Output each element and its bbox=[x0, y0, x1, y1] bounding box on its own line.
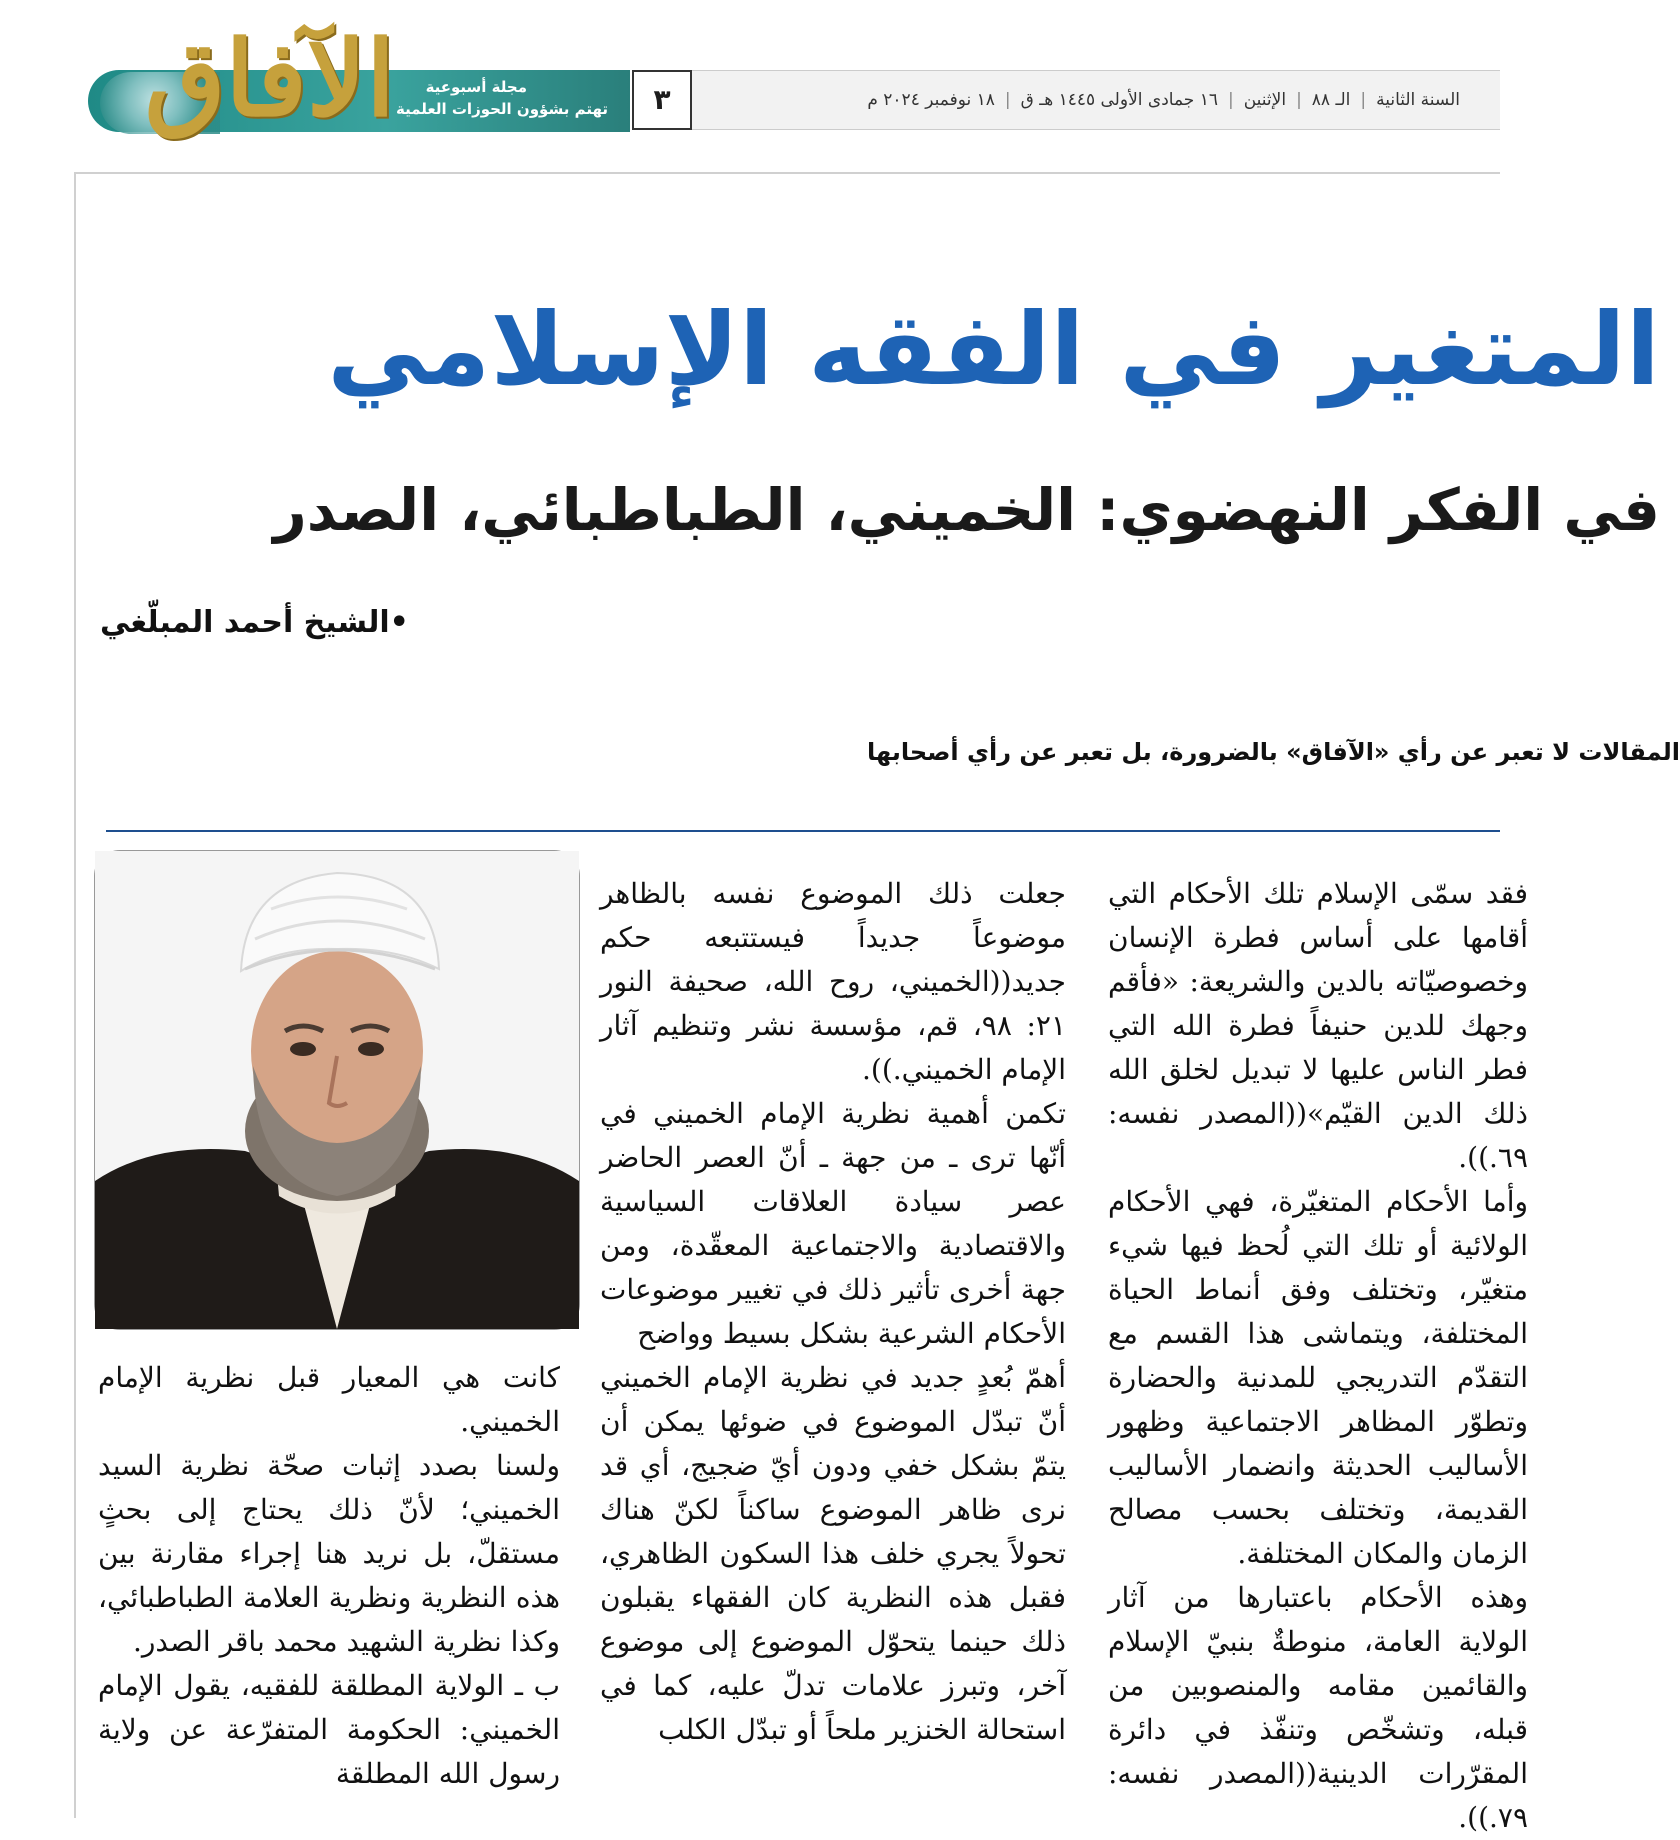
masthead bbox=[0, 0, 1500, 170]
article-paragraph: وهذه الأحكام باعتبارها من آثار الولاية العامة، منوطةٌ بنبيّ الإسلام والقائمين مقامه والمنصوبين من قبله، وتشخّص وتنفّذ في دائرة المقرّرات الدينية((المصدر نفسه: ٧٩.)). bbox=[1108, 1581, 1528, 1834]
article-paragraph: وأما الأحكام المتغيّرة، فهي الأحكام الولائية أو تلك التي لُحظ فيها شيء متغيّر، وتختلف وفق أنماط الحياة المختلفة، ويتماشى هذا القسم مع التقدّم التدريجي للمدنية والحضارة وتطوّر المظاهر الاجتماعية وظهور الأساليب الحديثة وانضمار الأساليب القديمة، وتختلف بحسب مصالح الزمان والمكان المختلفة. bbox=[1108, 1185, 1528, 1570]
article-frame-top bbox=[74, 172, 1500, 174]
separator: | bbox=[1004, 90, 1011, 110]
article-paragraph: جعلت ذلك الموضوع نفسه بالظاهر موضوعاً جديداً فيستتبعه حكم جديد((الخميني، روح الله، صحيفة النور ٢١: ٩٨، قم، مؤسسة نشر وتنظيم آثار الإمام الخميني.)). bbox=[600, 877, 1066, 1086]
page-number: ٣ bbox=[632, 70, 692, 130]
issue-info-bar bbox=[692, 70, 1500, 130]
publication-logo: الآفاق bbox=[144, 17, 395, 140]
author-photo bbox=[94, 850, 580, 1330]
section-divider bbox=[106, 830, 1500, 832]
separator: | bbox=[1360, 90, 1367, 110]
separator: | bbox=[1227, 90, 1234, 110]
article-paragraph: ولسنا بصدد إثبات صحّة نظرية السيد الخميني؛ لأنّ ذلك يحتاج إلى بحثٍ مستقلّ، بل نريد هنا إجراء مقارنة بين هذه النظرية ونظرية العلامة الطباطبائي، وكذا نظرية الشهيد محمد باقر الصدر. bbox=[98, 1449, 560, 1658]
issue-gregorian-date: ١٨ نوفمبر ٢٠٢٤ م bbox=[867, 90, 995, 110]
logo-subtagline: تهتم بشؤون الحوزات العلمية bbox=[396, 100, 608, 118]
article-column-left bbox=[98, 1356, 560, 1818]
editorial-disclaimer: المقالات لا تعبر عن رأي «الآفاق» بالضرورة، بل تعبر عن رأي أصحابها bbox=[867, 738, 1680, 766]
article-paragraph: كانت هي المعيار قبل نظرية الإمام الخميني. bbox=[98, 1361, 560, 1438]
article-paragraph: تكمن أهمية نظرية الإمام الخميني في أنّها ترى ـ من جهة ـ أنّ العصر الحاضر عصر سيادة العلاقات السياسية والاقتصادية والاجتماعية المعقّدة، ومن جهة أخرى تأثير ذلك في تغيير موضوعات الأحكام الشرعية بشكل بسيط وواضح bbox=[600, 1097, 1066, 1350]
article-paragraph: أهمّ بُعدٍ جديد في نظرية الإمام الخميني أنّ تبدّل الموضوع في ضوئها يمكن أن يتمّ بشكل خفي ودون أيّ ضجيج، أي قد نرى ظاهر الموضوع ساكناً لكنّ هناك تحولاً يجري خلف هذا السكون الظاهري، فقبل هذه النظرية كان الفقهاء يقبلون ذلك حينما يتحوّل الموضوع إلى موضوع آخر، وتبرز علامات تدلّ عليه، كما في استحالة الخنزير ملحاً أو تبدّل الكلب bbox=[600, 1361, 1066, 1746]
article-paragraph: ب ـ الولاية المطلقة للفقيه، يقول الإمام الخميني: الحكومة المتفرّعة عن ولاية رسول الله المطلقة bbox=[98, 1669, 560, 1790]
article-column-right bbox=[1108, 872, 1528, 1834]
article-paragraph: فقد سمّى الإسلام تلك الأحكام التي أقامها على أساس فطرة الإنسان وخصوصيّاته بالدين والشريعة: «فأقم وجهك للدين حنيفاً فطرة الله التي فطر الناس عليها لا تبديل لخلق الله ذلك الدين القيّم»((المصدر نفسه: ٦٩.)). bbox=[1108, 877, 1528, 1174]
article-column-middle bbox=[600, 872, 1066, 1818]
article-subheadline: في الفكر النهضوي: الخميني، الطباطبائي، الصدر bbox=[273, 476, 1660, 544]
portrait-illustration bbox=[95, 851, 579, 1329]
article-headline: المتغير في الفقه الإسلامي bbox=[327, 291, 1660, 408]
issue-weekday: الإثنين bbox=[1243, 90, 1287, 110]
article-frame-left bbox=[74, 172, 76, 1818]
logo-tagline: مجلة أسبوعية bbox=[425, 78, 527, 96]
issue-hijri-date: ١٦ جمادى الأولى ١٤٤٥ هـ ق bbox=[1020, 90, 1218, 110]
issue-number: الـ ٨٨ bbox=[1311, 90, 1351, 110]
author-byline: •الشيخ أحمد المبلّغي bbox=[100, 605, 409, 640]
separator: | bbox=[1296, 90, 1302, 110]
issue-year: السنة الثانية bbox=[1376, 90, 1460, 110]
